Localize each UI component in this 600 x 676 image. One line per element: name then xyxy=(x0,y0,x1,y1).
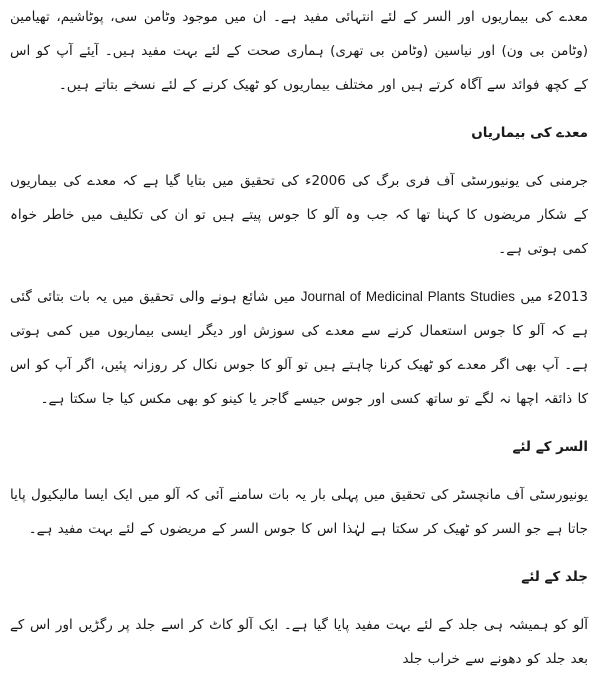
stomach-research-paragraph: جرمنی کی یونیورسٹی آف فری برگ کی 2006ء کی تحقیق میں بتایا گیا ہے کہ معدے کی بیماریوں کے شکار مریضوں کا کہنا تھا کہ جب وہ آلو کا جوس پیتے ہیں تو ان کی تکلیف میں خاطر خواہ کمی ہوتی ہے۔ xyxy=(10,173,588,257)
journal-name: Journal of Medicinal Plants Studies xyxy=(300,289,516,304)
ulcer-heading: السر کے لئے xyxy=(512,439,588,455)
stomach-diseases-heading: معدے کی بیماریاں xyxy=(471,125,588,141)
spacer xyxy=(10,546,588,560)
spacer xyxy=(10,464,588,478)
intro-paragraph: معدے کی بیماریوں اور السر کے لئے انتہائی مفید ہے۔ ان میں موجود وٹامن سی، پوٹاشیم، تھیامین (وٹامن بی ون) اور نیاسین (وٹامن بی تھری) ہماری صحت کے لئے بہت مفید ہیں۔ آیئے آپ کو اس کے کچھ فوائد سے آگاہ کرتے ہیں اور مختلف بیماریوں کو ٹھیک کرنے کے لئے نسخے بتاتے ہیں۔ xyxy=(10,9,588,93)
spacer xyxy=(10,150,588,164)
spacer xyxy=(10,594,588,608)
spacer xyxy=(10,102,588,116)
spacer xyxy=(10,416,588,430)
journal-findings-text: میں شائع ہونے والی تحقیق میں یہ بات بتائی گئی ہے کہ آلو کا جوس استعمال کرنے سے معدے کی سوزش اور دیگر ایسی بیماریوں میں کمی ہوتی ہے۔ آپ بھی اگر معدے کو ٹھیک کرنا چاہتے ہیں تو آلو کا جوس نکال کر روزانہ پئیں، اگر آپ کو اس کا ذائقہ اچھا نہ لگے تو ساتھ کسی اور جوس جیسے گاجر یا کینو کو بھی مکس کیا جا سکتا ہے۔ xyxy=(10,289,588,407)
skin-paragraph: آلو کو ہمیشہ ہی جلد کے لئے بہت مفید پایا گیا ہے۔ ایک آلو کاٹ کر اسے جلد پر رگڑیں اور اس کے بعد جلد کو دھونے سے خراب جلد xyxy=(10,617,588,667)
journal-year-text: 2013ء میں xyxy=(520,289,588,305)
spacer xyxy=(10,266,588,280)
journal-research-paragraph xyxy=(10,280,588,416)
ulcer-paragraph: یونیورسٹی آف مانچسٹر کی تحقیق میں پہلی بار یہ بات سامنے آئی کہ آلو میں ایک ایسا مالیکیول پایا جاتا ہے جو السر کو ٹھیک کر سکتا ہے لہٰذا اس کا جوس السر کے مریضوں کے لئے بہت مفید ہے۔ xyxy=(10,487,588,537)
skin-heading: جلد کے لئے xyxy=(521,569,588,585)
